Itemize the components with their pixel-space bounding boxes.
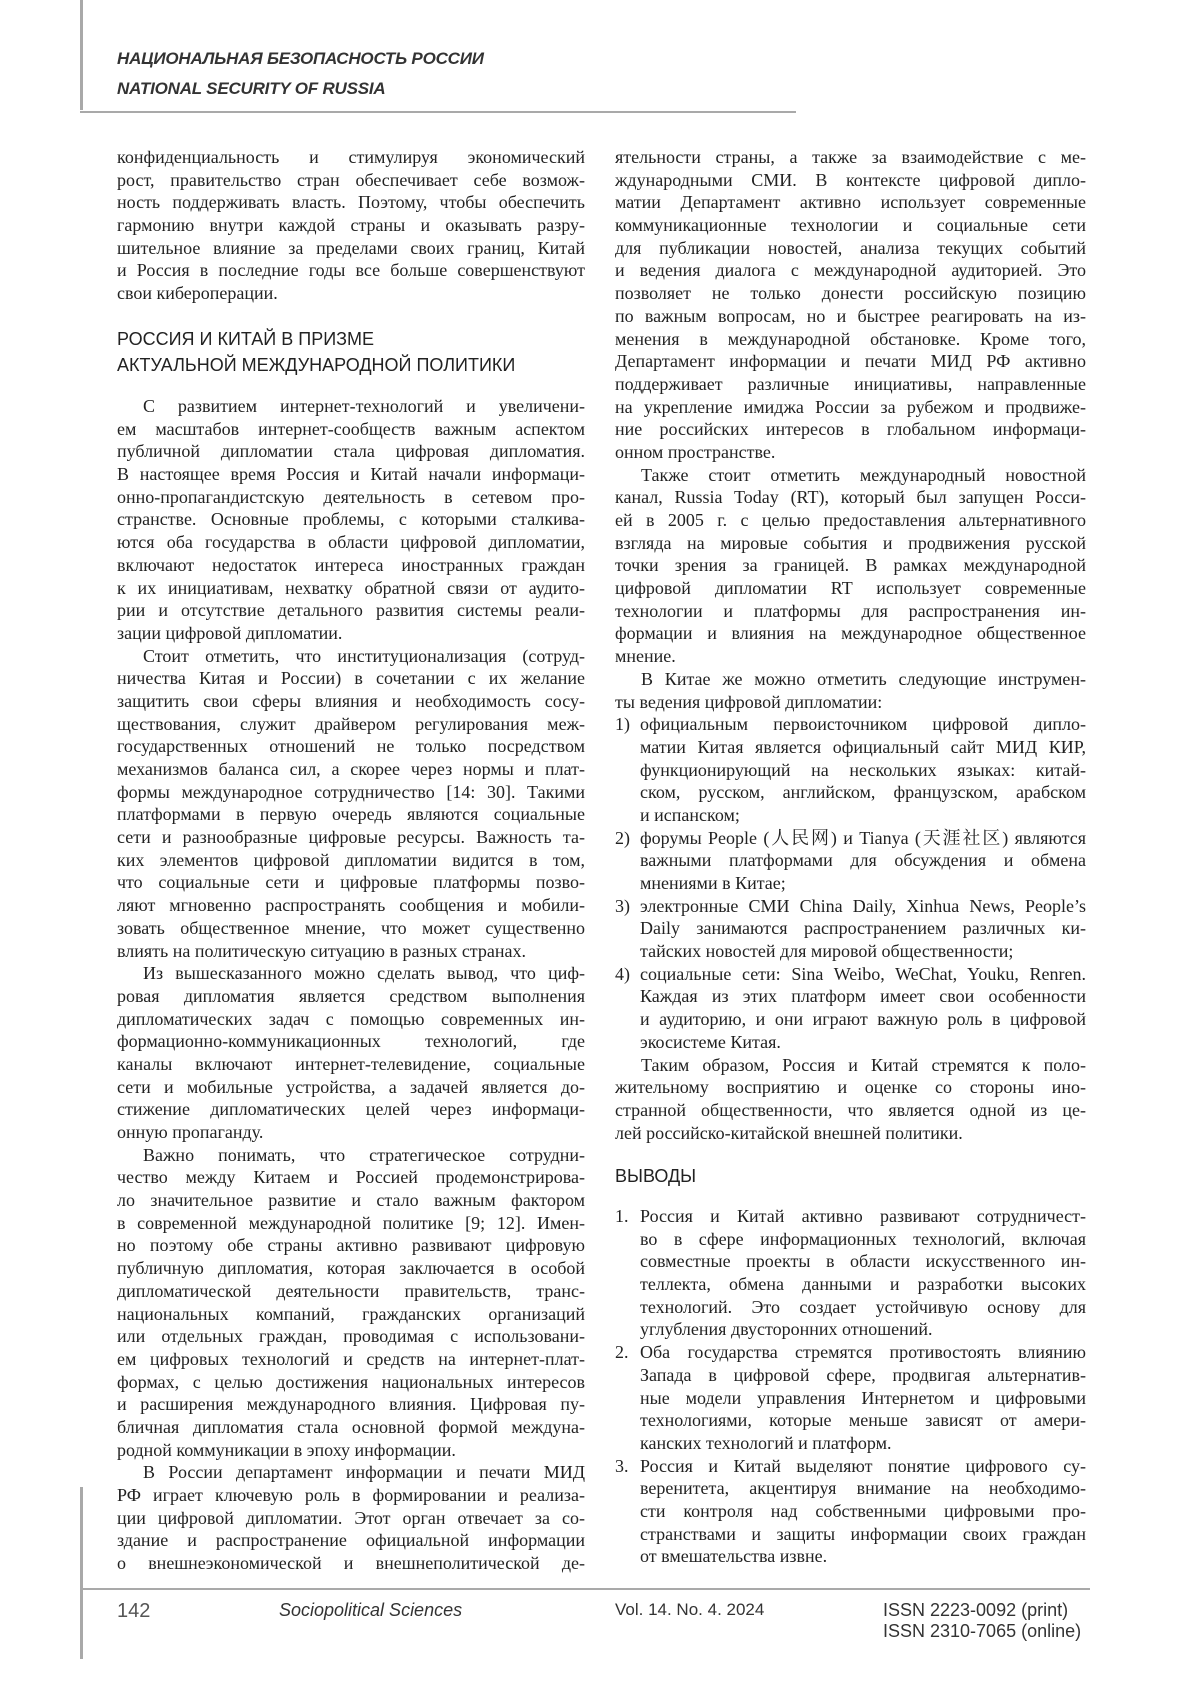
text-line: сети и мобильные устройства, а задачей является до- bbox=[117, 1076, 585, 1099]
text-line: формах, с целью достижения национальных интересов bbox=[117, 1371, 585, 1394]
text-line: В настоящее время Россия и Китай начали информаци- bbox=[117, 463, 585, 486]
text-line: влиять на политическую ситуацию в разных странах. bbox=[117, 940, 585, 963]
text-line: государственных отношений не только посредством bbox=[117, 735, 585, 758]
paragraph bbox=[117, 395, 585, 645]
text-line: что социальные сети и цифровые платформы позво- bbox=[117, 871, 585, 894]
text-line: официальным первоисточником цифровой дипло- bbox=[640, 713, 1086, 736]
issn-print: ISSN 2223-0092 (print) bbox=[883, 1600, 1068, 1621]
text-line: цифровой дипломатии RT использует современные bbox=[615, 577, 1086, 600]
text-line: канал, Russia Today (RT), который был запущен Росси- bbox=[615, 486, 1086, 509]
list-item-text bbox=[640, 963, 1086, 1054]
text-line: стижение дипломатических целей через информаци- bbox=[117, 1098, 585, 1121]
text-line: публичной дипломатии стала цифровая дипломатия. bbox=[117, 440, 585, 463]
text-line: углубления двусторонних отношений. bbox=[640, 1318, 1086, 1341]
paragraph bbox=[117, 1144, 585, 1462]
text-line: матии Департамент активно использует современные bbox=[615, 191, 1086, 214]
page-number: 142 bbox=[117, 1600, 150, 1623]
text-line: Каждая из этих платформ имеет свои особенности bbox=[640, 985, 1086, 1008]
text-line: Daily занимаются распространением различных ки- bbox=[640, 917, 1086, 940]
list-marker: 2. bbox=[615, 1341, 640, 1454]
text-line: свои кибероперации. bbox=[117, 282, 585, 305]
text-line: ность поддерживать власть. Поэтому, чтобы обеспечить bbox=[117, 191, 585, 214]
text-line: С развитием интернет-технологий и увеличени- bbox=[117, 395, 585, 418]
text-line: тайских новостей для мировой общественности; bbox=[640, 940, 1086, 963]
list-marker: 4) bbox=[615, 963, 640, 1054]
section-heading-conclusions: ВЫВОДЫ bbox=[615, 1163, 696, 1189]
text-line: технологий. Это создает устойчивую основу для bbox=[640, 1296, 1086, 1319]
heading-line: РОССИЯ И КИТАЙ В ПРИЗМЕ bbox=[117, 326, 515, 352]
text-line: защитить свои сферы влияния и необходимость сосу- bbox=[117, 690, 585, 713]
text-line: ции цифровой дипломатии. Этот орган отвечает за со- bbox=[117, 1507, 585, 1530]
list-item-text bbox=[640, 1205, 1086, 1341]
text-line: ются оба государства в области цифровой дипломатии, bbox=[117, 531, 585, 554]
heading-line: АКТУАЛЬНОЙ МЕЖДУНАРОДНОЙ ПОЛИТИКИ bbox=[117, 352, 515, 378]
text-line: ние российских интересов в глобальном информаци- bbox=[615, 418, 1086, 441]
header-rule bbox=[80, 111, 796, 113]
volume-info: Vol. 14. No. 4. 2024 bbox=[615, 1600, 764, 1620]
left-intro bbox=[117, 146, 585, 305]
text-line: странстве. Основные проблемы, с которыми сталкива- bbox=[117, 508, 585, 531]
list-item-text bbox=[640, 1455, 1086, 1568]
left-margin-rule-top bbox=[80, 0, 83, 110]
text-line: формы международное сотрудничество [14: 30]. Такими bbox=[117, 781, 585, 804]
text-line: электронные СМИ China Daily, Xinhua News, People’s bbox=[640, 895, 1086, 918]
text-line: сти контроля над собственными цифровыми про- bbox=[640, 1500, 1086, 1523]
text-line: ей в 2005 г. с целью предоставления альтернативного bbox=[615, 509, 1086, 532]
text-line: форумы People (人民网) и Tianya (天涯社区) являются bbox=[640, 827, 1086, 850]
text-line: ные модели управления Интернетом и цифровыми bbox=[640, 1387, 1086, 1410]
text-line: позволяет не только донести российскую позицию bbox=[615, 282, 1086, 305]
paragraph bbox=[615, 464, 1086, 668]
text-line: рост, правительство стран обеспечивает себе возмож- bbox=[117, 169, 585, 192]
text-line: во в сфере информационных технологий, включая bbox=[640, 1228, 1086, 1251]
text-line: дипломатических задач с помощью современных ин- bbox=[117, 1008, 585, 1031]
text-line: ляют мгновенно распространять сообщения и мобили- bbox=[117, 894, 585, 917]
text-line: и ведения диалога с международной аудиторией. Это bbox=[615, 259, 1086, 282]
text-line: чество между Китаем и Россией продемонстрирова- bbox=[117, 1166, 585, 1189]
text-line: Россия и Китай активно развивают сотрудничест- bbox=[640, 1205, 1086, 1228]
text-line: ском, русском, английском, французском, арабском bbox=[640, 781, 1086, 804]
list-marker: 1) bbox=[615, 713, 640, 826]
text-line: Запада в цифровой сфере, продвигая альтернатив- bbox=[640, 1364, 1086, 1387]
text-line: В Китае же можно отметить следующие инструмен- bbox=[615, 668, 1086, 691]
text-line: ждународными СМИ. В контексте цифровой дипло- bbox=[615, 169, 1086, 192]
list-item-text bbox=[640, 895, 1086, 963]
text-line: формационно-коммуникационных технологий, где bbox=[117, 1030, 585, 1053]
text-line: ких элементов цифровой дипломатии видится в том, bbox=[117, 849, 585, 872]
text-line: ем цифровых технологий и средств на интернет-плат- bbox=[117, 1348, 585, 1371]
paragraph bbox=[117, 1461, 585, 1574]
text-line: платформами в первую очередь являются социальные bbox=[117, 803, 585, 826]
text-line: веренитета, акцентируя внимание на необходимо- bbox=[640, 1477, 1086, 1500]
list-item bbox=[615, 827, 1086, 895]
text-line: мнение. bbox=[615, 645, 1086, 668]
text-line: теллекта, обмена данными и разработки высоких bbox=[640, 1273, 1086, 1296]
text-line: матии Китая является официальный сайт МИД КИР, bbox=[640, 736, 1086, 759]
text-line: Департамент информации и печати МИД РФ активно bbox=[615, 350, 1086, 373]
text-line: В России департамент информации и печати МИД bbox=[117, 1461, 585, 1484]
list-item bbox=[615, 1341, 1086, 1454]
paragraph bbox=[117, 962, 585, 1144]
text-line: по важным вопросам, но и быстрее реагировать на из- bbox=[615, 305, 1086, 328]
conclusions-list bbox=[615, 1205, 1086, 1568]
list-item-text bbox=[640, 1341, 1086, 1454]
text-line: формации и влияния на международное общественное bbox=[615, 622, 1086, 645]
text-line: функционирующий на нескольких языках: китай- bbox=[640, 759, 1086, 782]
text-line: Оба государства стремятся противостоять влиянию bbox=[640, 1341, 1086, 1364]
list-item bbox=[615, 713, 1086, 826]
list-item bbox=[615, 963, 1086, 1054]
text-line: публичную дипломатия, которая заключается в особой bbox=[117, 1257, 585, 1280]
list-marker: 1. bbox=[615, 1205, 640, 1341]
text-line: ществования, служит драйвером регулирования меж- bbox=[117, 713, 585, 736]
text-line: странной общественности, что является одной из це- bbox=[615, 1099, 1086, 1122]
text-line: онно-пропагандистскую деятельность в сетевом про- bbox=[117, 486, 585, 509]
text-line: поддерживает различные инициативы, направленные bbox=[615, 373, 1086, 396]
running-header-ru: НАЦИОНАЛЬНАЯ БЕЗОПАСНОСТЬ РОССИИ bbox=[117, 49, 484, 69]
text-line: ем масштабов интернет-сообществ важным аспектом bbox=[117, 418, 585, 441]
text-line: механизмов баланса сил, а скорее через нормы и плат- bbox=[117, 758, 585, 781]
text-line: но поэтому обе страны активно развивают цифровую bbox=[117, 1234, 585, 1257]
text-line: ничества Китая и России) в сочетании с их желание bbox=[117, 667, 585, 690]
text-line: конфиденциальность и стимулируя экономический bbox=[117, 146, 585, 169]
paragraph bbox=[615, 1054, 1086, 1145]
paragraph bbox=[117, 146, 585, 305]
list-marker: 2) bbox=[615, 827, 640, 895]
text-line: в современной международной политике [9; 12]. Имен- bbox=[117, 1212, 585, 1235]
section-heading-russia-china bbox=[117, 326, 515, 378]
text-line: важными платформами для обсуждения и обмена bbox=[640, 849, 1086, 872]
paragraph bbox=[615, 668, 1086, 713]
text-line: дипломатической деятельности правительств, транс- bbox=[117, 1280, 585, 1303]
paragraph bbox=[117, 645, 585, 963]
list-item bbox=[615, 1455, 1086, 1568]
text-line: жительному восприятию и оценке со стороны ино- bbox=[615, 1076, 1086, 1099]
text-line: или отдельных граждан, проводимая с использовани- bbox=[117, 1325, 585, 1348]
text-line: от вмешательства извне. bbox=[640, 1545, 1086, 1568]
text-line: гармонию внутри каждой страны и оказывать разру- bbox=[117, 214, 585, 237]
paragraph bbox=[615, 146, 1086, 464]
text-line: здание и распространение официальной информации bbox=[117, 1529, 585, 1552]
text-line: ло значительное развитие и стало важным фактором bbox=[117, 1189, 585, 1212]
text-line: странствами и защиты информации своих граждан bbox=[640, 1523, 1086, 1546]
text-line: коммуникационные технологии и социальные сети bbox=[615, 214, 1086, 237]
text-line: зации цифровой дипломатии. bbox=[117, 622, 585, 645]
list-item bbox=[615, 1205, 1086, 1341]
text-line: мнениями в Китае; bbox=[640, 872, 1086, 895]
text-line: ты ведения цифровой дипломатии: bbox=[615, 691, 1086, 714]
text-line: и Россия в последние годы все больше совершенствуют bbox=[117, 259, 585, 282]
text-line: Стоит отметить, что институционализация (сотруд- bbox=[117, 645, 585, 668]
left-margin-rule-bottom bbox=[80, 1487, 83, 1659]
text-line: включают недостаток интереса иностранных граждан bbox=[117, 554, 585, 577]
text-line: Из вышесказанного можно сделать вывод, что циф- bbox=[117, 962, 585, 985]
text-line: сети и разнообразные цифровые ресурсы. Важность та- bbox=[117, 826, 585, 849]
text-line: каналы включают интернет-телевидение, социальные bbox=[117, 1053, 585, 1076]
text-line: онном пространстве. bbox=[615, 441, 1086, 464]
text-line: родной коммуникации в эпоху информации. bbox=[117, 1439, 585, 1462]
text-line: канских технологий и платформ. bbox=[640, 1432, 1086, 1455]
list-item-text bbox=[640, 713, 1086, 826]
text-line: Также стоит отметить международный новостной bbox=[615, 464, 1086, 487]
text-line: шительное влияние за пределами своих границ, Китай bbox=[117, 237, 585, 260]
text-line: ятельности страны, а также за взаимодействие с ме- bbox=[615, 146, 1086, 169]
text-line: экосистеме Китая. bbox=[640, 1031, 1086, 1054]
text-line: и аудиторию, и они играют важную роль в цифровой bbox=[640, 1008, 1086, 1031]
left-body bbox=[117, 395, 585, 1575]
list-marker: 3) bbox=[615, 895, 640, 963]
list-item-text bbox=[640, 827, 1086, 895]
text-line: о внешнеэкономической и внешнеполитической де- bbox=[117, 1552, 585, 1575]
text-line: технологии и платформы для распространения ин- bbox=[615, 600, 1086, 623]
text-line: Таким образом, Россия и Китай стремятся к поло- bbox=[615, 1054, 1086, 1077]
right-body bbox=[615, 146, 1086, 1144]
text-line: и расширения международного влияния. Цифровая пу- bbox=[117, 1393, 585, 1416]
text-line: технологиями, которые меньше зависят от амери- bbox=[640, 1409, 1086, 1432]
text-line: рии и отсутствие детального развития системы реали- bbox=[117, 599, 585, 622]
text-line: Россия и Китай выделяют понятие цифрового су- bbox=[640, 1455, 1086, 1478]
text-line: онную пропаганду. bbox=[117, 1121, 585, 1144]
text-line: бличная дипломатия стала основной формой междуна- bbox=[117, 1416, 585, 1439]
text-line: и испанском; bbox=[640, 804, 1086, 827]
text-line: точки зрения за границей. В рамках международной bbox=[615, 554, 1086, 577]
text-line: к их инициативам, нехватку обратной связи от аудито- bbox=[117, 577, 585, 600]
text-line: ровая дипломатия является средством выполнения bbox=[117, 985, 585, 1008]
text-line: взгляда на мировые события и продвижения русской bbox=[615, 532, 1086, 555]
text-line: социальные сети: Sina Weibo, WeChat, Youku, Renren. bbox=[640, 963, 1086, 986]
text-line: лей российско-китайской внешней политики. bbox=[615, 1122, 1086, 1145]
text-line: на укрепление имиджа России за рубежом и продвиже- bbox=[615, 396, 1086, 419]
journal-name: Sociopolitical Sciences bbox=[279, 1600, 462, 1621]
footer-rule bbox=[80, 1588, 1090, 1590]
running-header-en: NATIONAL SECURITY OF RUSSIA bbox=[117, 79, 386, 99]
issn-online: ISSN 2310-7065 (online) bbox=[883, 1621, 1081, 1642]
text-line: менения в международной обстановке. Кроме того, bbox=[615, 328, 1086, 351]
text-line: для публикации новостей, анализа текущих событий bbox=[615, 237, 1086, 260]
text-line: РФ играет ключевую роль в формировании и реализа- bbox=[117, 1484, 585, 1507]
list-item bbox=[615, 895, 1086, 963]
text-line: совместные проекты в области искусственного ин- bbox=[640, 1250, 1086, 1273]
list-marker: 3. bbox=[615, 1455, 640, 1568]
text-line: национальных компаний, гражданских организаций bbox=[117, 1303, 585, 1326]
text-line: зовать общественное мнение, что может существенно bbox=[117, 917, 585, 940]
text-line: Важно понимать, что стратегическое сотрудни- bbox=[117, 1144, 585, 1167]
